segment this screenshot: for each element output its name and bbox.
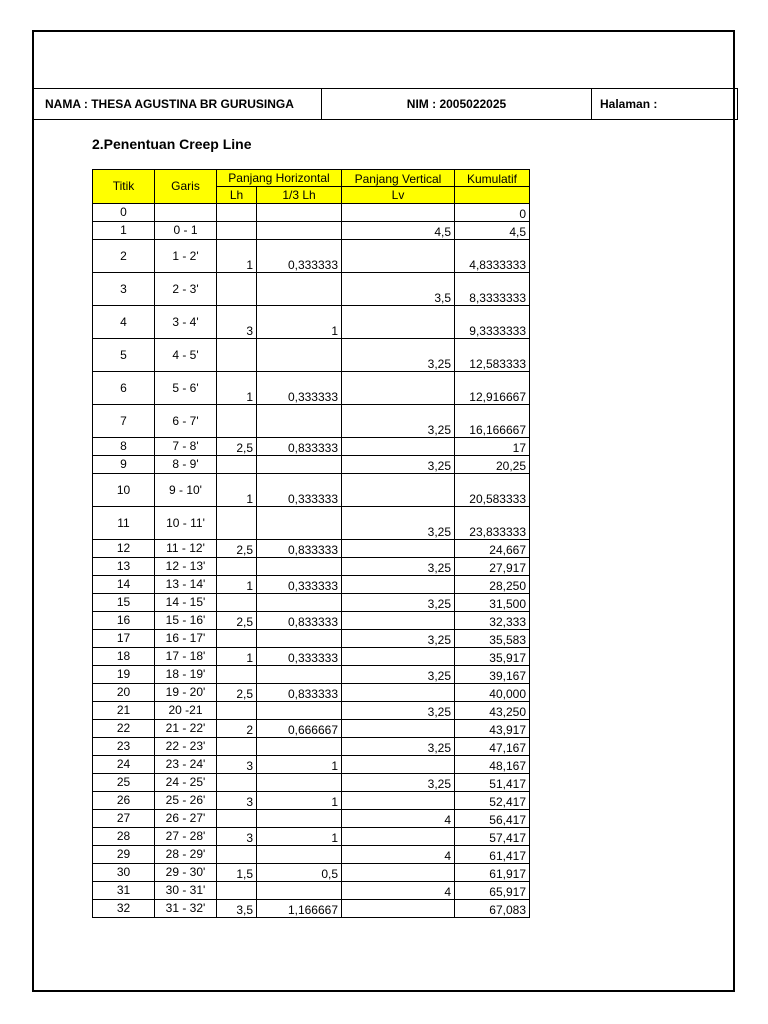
cell-lh: 1 [217, 648, 257, 666]
kumulatif-value: 12,583333 [469, 357, 526, 371]
table-row [93, 864, 530, 882]
cell-lv [342, 474, 455, 507]
kumulatif-value: 51,417 [489, 777, 526, 791]
cell-lv: 4 [342, 846, 455, 864]
cell-garis: 23 - 24' [155, 756, 217, 774]
cell-lh [217, 846, 257, 864]
cell-titik: 26 [93, 792, 155, 810]
cell-kumulatif [455, 306, 530, 339]
student-nim: NIM : 2005022025 [322, 89, 592, 119]
cell-lv: 4,5 [342, 222, 455, 240]
cell-titik: 17 [93, 630, 155, 648]
cell-lh3 [257, 273, 342, 306]
cell-kumulatif [455, 738, 530, 756]
cell-lh3 [257, 405, 342, 438]
table-row [93, 372, 530, 405]
cell-kumulatif [455, 864, 530, 882]
cell-lv: 3,25 [342, 558, 455, 576]
cell-lh3 [257, 702, 342, 720]
section-title: 2.Penentuan Creep Line [92, 136, 252, 152]
cell-titik: 31 [93, 882, 155, 900]
cell-titik: 28 [93, 828, 155, 846]
header-panjang-vertical: Panjang Vertical [342, 170, 455, 187]
cell-garis: 25 - 26' [155, 792, 217, 810]
cell-lv: 3,25 [342, 594, 455, 612]
cell-lh [217, 702, 257, 720]
cell-lv: 3,25 [342, 630, 455, 648]
identity-header [32, 88, 738, 120]
table-row [93, 792, 530, 810]
kumulatif-value: 56,417 [489, 813, 526, 827]
table-row [93, 612, 530, 630]
cell-lh: 3 [217, 756, 257, 774]
cell-titik: 2 [93, 240, 155, 273]
table-row [93, 594, 530, 612]
cell-lh [217, 405, 257, 438]
cell-lh3: 1 [257, 792, 342, 810]
cell-lh: 1 [217, 372, 257, 405]
cell-kumulatif [455, 756, 530, 774]
cell-titik: 29 [93, 846, 155, 864]
table-row [93, 666, 530, 684]
cell-titik: 20 [93, 684, 155, 702]
cell-kumulatif [455, 846, 530, 864]
cell-lh3 [257, 882, 342, 900]
cell-lh3 [257, 594, 342, 612]
kumulatif-value: 43,250 [489, 705, 526, 719]
cell-lh3: 0,333333 [257, 474, 342, 507]
cell-lh3: 0,333333 [257, 372, 342, 405]
cell-lh3: 1 [257, 306, 342, 339]
cell-titik: 15 [93, 594, 155, 612]
cell-titik: 16 [93, 612, 155, 630]
kumulatif-value: 67,083 [489, 903, 526, 917]
cell-kumulatif [455, 882, 530, 900]
cell-garis: 9 - 10' [155, 474, 217, 507]
cell-lv [342, 240, 455, 273]
cell-lh3: 0,833333 [257, 684, 342, 702]
cell-lh [217, 738, 257, 756]
cell-lv [342, 792, 455, 810]
kumulatif-value: 9,3333333 [469, 324, 526, 338]
cell-lh3: 0,333333 [257, 240, 342, 273]
table-body [93, 204, 530, 918]
cell-garis: 4 - 5' [155, 339, 217, 372]
cell-kumulatif [455, 405, 530, 438]
cell-lh3 [257, 810, 342, 828]
cell-kumulatif [455, 540, 530, 558]
kumulatif-value: 61,917 [489, 867, 526, 881]
kumulatif-value: 17 [512, 441, 526, 455]
cell-kumulatif [455, 684, 530, 702]
cell-titik: 23 [93, 738, 155, 756]
cell-garis: 16 - 17' [155, 630, 217, 648]
table-row [93, 900, 530, 918]
cell-titik: 7 [93, 405, 155, 438]
cell-lh [217, 456, 257, 474]
kumulatif-value: 32,333 [489, 615, 526, 629]
cell-kumulatif [455, 456, 530, 474]
table-row [93, 846, 530, 864]
cell-lv [342, 540, 455, 558]
cell-lh3: 0,666667 [257, 720, 342, 738]
cell-lh: 2,5 [217, 540, 257, 558]
cell-titik: 32 [93, 900, 155, 918]
cell-kumulatif [455, 648, 530, 666]
cell-lv [342, 372, 455, 405]
cell-kumulatif [455, 507, 530, 540]
header-lh3: 1/3 Lh [257, 187, 342, 204]
cell-garis: 11 - 12' [155, 540, 217, 558]
cell-lv: 4 [342, 810, 455, 828]
header-panjang-horizontal: Panjang Horizontal [217, 170, 342, 187]
cell-lh3: 0,333333 [257, 576, 342, 594]
kumulatif-value: 4,8333333 [469, 258, 526, 272]
cell-lv: 3,25 [342, 339, 455, 372]
cell-garis: 10 - 11' [155, 507, 217, 540]
cell-lh [217, 630, 257, 648]
cell-lh [217, 666, 257, 684]
cell-garis: 8 - 9' [155, 456, 217, 474]
cell-kumulatif [455, 702, 530, 720]
kumulatif-value: 31,500 [489, 597, 526, 611]
kumulatif-value: 16,166667 [469, 423, 526, 437]
cell-lv: 3,25 [342, 456, 455, 474]
cell-garis: 5 - 6' [155, 372, 217, 405]
cell-lh3 [257, 738, 342, 756]
cell-kumulatif [455, 828, 530, 846]
cell-lv [342, 684, 455, 702]
kumulatif-value: 23,833333 [469, 525, 526, 539]
cell-lv: 3,25 [342, 507, 455, 540]
cell-garis: 6 - 7' [155, 405, 217, 438]
cell-kumulatif [455, 720, 530, 738]
table-row [93, 702, 530, 720]
table-row [93, 306, 530, 339]
table-row [93, 828, 530, 846]
cell-garis: 19 - 20' [155, 684, 217, 702]
table-row [93, 405, 530, 438]
cell-lh3 [257, 204, 342, 222]
cell-garis: 31 - 32' [155, 900, 217, 918]
kumulatif-value: 43,917 [489, 723, 526, 737]
cell-lv [342, 438, 455, 456]
kumulatif-value: 4,5 [509, 225, 526, 239]
table-row [93, 558, 530, 576]
header-kumulatif-blank [455, 187, 530, 204]
kumulatif-value: 24,667 [489, 543, 526, 557]
table-row [93, 756, 530, 774]
cell-lv [342, 576, 455, 594]
cell-titik: 27 [93, 810, 155, 828]
header-kumulatif: Kumulatif [455, 170, 530, 187]
kumulatif-value: 47,167 [489, 741, 526, 755]
cell-lh3: 0,5 [257, 864, 342, 882]
cell-kumulatif [455, 438, 530, 456]
cell-lh3 [257, 222, 342, 240]
cell-garis: 29 - 30' [155, 864, 217, 882]
cell-titik: 14 [93, 576, 155, 594]
cell-garis: 7 - 8' [155, 438, 217, 456]
cell-garis: 0 - 1 [155, 222, 217, 240]
cell-titik: 10 [93, 474, 155, 507]
cell-kumulatif [455, 774, 530, 792]
header-garis: Garis [155, 170, 217, 204]
cell-lh3 [257, 846, 342, 864]
kumulatif-value: 12,916667 [469, 390, 526, 404]
kumulatif-value: 57,417 [489, 831, 526, 845]
cell-lh3 [257, 339, 342, 372]
cell-titik: 30 [93, 864, 155, 882]
table-row [93, 720, 530, 738]
cell-lv: 3,25 [342, 774, 455, 792]
header-titik: Titik [93, 170, 155, 204]
header-lh: Lh [217, 187, 257, 204]
cell-lv [342, 864, 455, 882]
cell-lv: 3,25 [342, 738, 455, 756]
cell-garis: 28 - 29' [155, 846, 217, 864]
cell-kumulatif [455, 204, 530, 222]
table-row [93, 540, 530, 558]
cell-kumulatif [455, 630, 530, 648]
cell-kumulatif [455, 666, 530, 684]
table-row [93, 648, 530, 666]
kumulatif-value: 28,250 [489, 579, 526, 593]
cell-titik: 19 [93, 666, 155, 684]
kumulatif-value: 20,583333 [469, 492, 526, 506]
kumulatif-value: 48,167 [489, 759, 526, 773]
cell-titik: 6 [93, 372, 155, 405]
cell-lh [217, 204, 257, 222]
cell-lh: 1 [217, 474, 257, 507]
cell-titik: 8 [93, 438, 155, 456]
page-number-label: Halaman : [600, 97, 658, 111]
kumulatif-value: 35,583 [489, 633, 526, 647]
cell-titik: 3 [93, 273, 155, 306]
table-row [93, 684, 530, 702]
cell-titik: 25 [93, 774, 155, 792]
cell-lv: 3,25 [342, 702, 455, 720]
table-row [93, 339, 530, 372]
cell-lh: 3 [217, 306, 257, 339]
creep-line-table [92, 169, 530, 918]
cell-titik: 18 [93, 648, 155, 666]
cell-garis: 18 - 19' [155, 666, 217, 684]
cell-titik: 4 [93, 306, 155, 339]
cell-lh: 2,5 [217, 612, 257, 630]
cell-kumulatif [455, 222, 530, 240]
kumulatif-value: 39,167 [489, 669, 526, 683]
cell-lh3: 0,833333 [257, 438, 342, 456]
cell-lh [217, 774, 257, 792]
kumulatif-value: 61,417 [489, 849, 526, 863]
cell-kumulatif [455, 810, 530, 828]
cell-kumulatif [455, 612, 530, 630]
cell-lh: 3 [217, 792, 257, 810]
cell-garis: 1 - 2' [155, 240, 217, 273]
cell-titik: 11 [93, 507, 155, 540]
cell-kumulatif [455, 339, 530, 372]
kumulatif-value: 52,417 [489, 795, 526, 809]
cell-garis: 13 - 14' [155, 576, 217, 594]
cell-lh3: 1 [257, 756, 342, 774]
cell-kumulatif [455, 240, 530, 273]
cell-lh3: 0,833333 [257, 612, 342, 630]
table-row [93, 456, 530, 474]
cell-lh3: 1 [257, 828, 342, 846]
cell-garis: 15 - 16' [155, 612, 217, 630]
kumulatif-value: 0 [519, 207, 526, 221]
cell-titik: 24 [93, 756, 155, 774]
table-row [93, 240, 530, 273]
kumulatif-value: 35,917 [489, 651, 526, 665]
kumulatif-value: 40,000 [489, 687, 526, 701]
cell-garis: 22 - 23' [155, 738, 217, 756]
table-row [93, 222, 530, 240]
kumulatif-value: 8,3333333 [469, 291, 526, 305]
table-row [93, 438, 530, 456]
cell-lv [342, 306, 455, 339]
cell-lv [342, 204, 455, 222]
cell-titik: 0 [93, 204, 155, 222]
cell-garis: 20 -21 [155, 702, 217, 720]
cell-titik: 13 [93, 558, 155, 576]
cell-lh3 [257, 630, 342, 648]
table-row [93, 810, 530, 828]
cell-lh3 [257, 507, 342, 540]
cell-lh3 [257, 666, 342, 684]
cell-kumulatif [455, 900, 530, 918]
cell-kumulatif [455, 594, 530, 612]
cell-kumulatif [455, 792, 530, 810]
cell-titik: 9 [93, 456, 155, 474]
cell-lh [217, 273, 257, 306]
cell-lh [217, 558, 257, 576]
cell-lh3: 0,833333 [257, 540, 342, 558]
cell-kumulatif [455, 474, 530, 507]
cell-kumulatif [455, 558, 530, 576]
table-row [93, 273, 530, 306]
student-name: NAMA : THESA AGUSTINA BR GURUSINGA [33, 89, 322, 119]
cell-lv [342, 720, 455, 738]
cell-lh3 [257, 774, 342, 792]
cell-garis: 2 - 3' [155, 273, 217, 306]
cell-garis: 12 - 13' [155, 558, 217, 576]
cell-lv [342, 900, 455, 918]
cell-lv: 3,25 [342, 405, 455, 438]
cell-lh [217, 594, 257, 612]
cell-lh: 1,5 [217, 864, 257, 882]
cell-garis: 17 - 18' [155, 648, 217, 666]
cell-lh3: 1,166667 [257, 900, 342, 918]
cell-titik: 5 [93, 339, 155, 372]
cell-titik: 21 [93, 702, 155, 720]
cell-garis: 24 - 25' [155, 774, 217, 792]
table-row [93, 204, 530, 222]
cell-garis: 26 - 27' [155, 810, 217, 828]
cell-lv [342, 828, 455, 846]
cell-lh: 2 [217, 720, 257, 738]
cell-lv [342, 756, 455, 774]
cell-lh: 1 [217, 240, 257, 273]
cell-lh [217, 222, 257, 240]
cell-lh [217, 339, 257, 372]
cell-lh: 1 [217, 576, 257, 594]
cell-titik: 1 [93, 222, 155, 240]
cell-lh [217, 882, 257, 900]
cell-lh3: 0,333333 [257, 648, 342, 666]
table-row [93, 507, 530, 540]
table-row [93, 774, 530, 792]
cell-lh: 2,5 [217, 684, 257, 702]
header-lv: Lv [342, 187, 455, 204]
cell-kumulatif [455, 372, 530, 405]
table-row [93, 738, 530, 756]
cell-lh: 2,5 [217, 438, 257, 456]
cell-kumulatif [455, 273, 530, 306]
cell-lh: 3,5 [217, 900, 257, 918]
cell-titik: 22 [93, 720, 155, 738]
kumulatif-value: 65,917 [489, 885, 526, 899]
cell-lh3 [257, 558, 342, 576]
cell-lh [217, 507, 257, 540]
cell-lv: 3,25 [342, 666, 455, 684]
cell-lh3 [257, 456, 342, 474]
cell-garis [155, 204, 217, 222]
cell-lh [217, 810, 257, 828]
cell-garis: 3 - 4' [155, 306, 217, 339]
table-row [93, 474, 530, 507]
table-row [93, 882, 530, 900]
cell-garis: 14 - 15' [155, 594, 217, 612]
table-row [93, 576, 530, 594]
cell-lv [342, 612, 455, 630]
kumulatif-value: 20,25 [495, 459, 526, 473]
kumulatif-value: 27,917 [489, 561, 526, 575]
cell-kumulatif [455, 576, 530, 594]
cell-lv [342, 648, 455, 666]
cell-garis: 21 - 22' [155, 720, 217, 738]
cell-lv: 3,5 [342, 273, 455, 306]
cell-garis: 27 - 28' [155, 828, 217, 846]
cell-garis: 30 - 31' [155, 882, 217, 900]
cell-lv: 4 [342, 882, 455, 900]
cell-titik: 12 [93, 540, 155, 558]
table-row [93, 630, 530, 648]
cell-lh: 3 [217, 828, 257, 846]
